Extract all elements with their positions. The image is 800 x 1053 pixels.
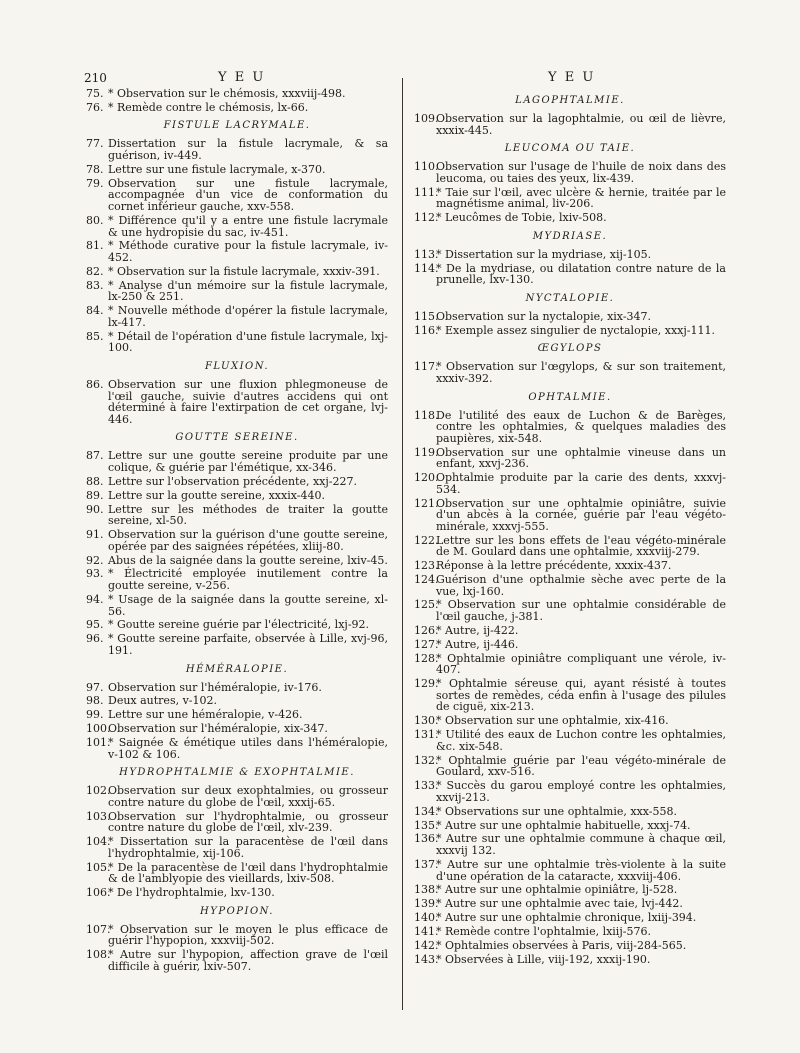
entry-text: Observation sur une ophtalmie opiniâtre, suivie d'un abcès à la cornée, guérie par l'eau végéto-minérale, xxxvj-555. — [436, 496, 726, 533]
entry-number: 137. — [414, 857, 439, 871]
index-entry — [414, 625, 726, 637]
entry-text: Observation sur l'héméralopie, iv-176. — [108, 680, 322, 694]
entry-number: 95. — [86, 618, 104, 632]
entry-text: * Observation sur une ophtalmie considérable de l'œil gauche, j-381. — [436, 598, 726, 624]
entry-number: 101. — [86, 736, 111, 750]
entry-text: Observation sur la nyctalopie, xix-347. — [436, 309, 652, 323]
index-entry — [86, 504, 388, 527]
entry-number: 129. — [414, 677, 439, 691]
index-entry — [414, 884, 726, 896]
index-entry — [86, 379, 388, 425]
entry-text: * Usage de la saignée dans la goutte sereine, xl-56. — [108, 592, 388, 618]
entry-number: 138. — [414, 883, 439, 897]
entry-number: 78. — [86, 162, 104, 176]
entry-text: Observation sur l'héméralopie, xix-347. — [108, 722, 328, 736]
index-entry — [86, 811, 388, 834]
index-entry — [86, 619, 388, 631]
entry-number: 131. — [414, 728, 439, 742]
entry-number: 100. — [86, 722, 111, 736]
index-entry — [414, 560, 726, 572]
index-entry — [414, 859, 726, 882]
entry-text: * Observation sur l'œgylops, & sur son traitement, xxxiv-392. — [436, 360, 726, 385]
entry-number: 132. — [414, 753, 439, 767]
entry-number: 113. — [414, 247, 439, 261]
entry-text: * Analyse d'un mémoire sur la fistule lacrymale, lx-250 & 251. — [108, 278, 388, 304]
entry-number: 96. — [86, 632, 104, 646]
entry-text: Observation sur une ophtalmie vineuse dans un enfant, xxvj-236. — [436, 445, 726, 471]
entry-text: * De la paracentèse de l'œil dans l'hydrophtalmie & de l'amblyopie des vieillards, lxiv-508. — [108, 860, 388, 886]
index-entry — [86, 924, 388, 947]
entry-text: * Remède contre le chémosis, lx-66. — [108, 100, 309, 114]
index-entry — [86, 862, 388, 885]
entry-text: * Goutte sereine guérie par l'électricité, lxj-92. — [108, 618, 370, 632]
index-entry — [414, 780, 726, 803]
index-entry — [86, 633, 388, 656]
entry-number: 89. — [86, 488, 104, 502]
entry-text: Ophtalmie produite par la carie des dents, xxxvj-534. — [436, 471, 726, 496]
entry-text: * Saignée & émétique utiles dans l'héméralopie, v-102 & 106. — [108, 736, 388, 761]
entry-number: 123. — [414, 559, 439, 573]
entry-number: 124. — [414, 573, 439, 586]
entry-text: * Autre, ij-422. — [436, 623, 519, 637]
entry-text: * Autre, ij-446. — [436, 637, 519, 651]
index-entry — [414, 249, 726, 261]
entry-text: * Électricité employée inutilement contre la goutte sereine, v-256. — [108, 567, 388, 593]
entry-number: 80. — [86, 213, 104, 227]
index-entry — [86, 305, 388, 328]
entry-number: 104. — [86, 835, 111, 849]
entry-number: 135. — [414, 818, 439, 832]
section-heading: LAGOPHTALMIE. — [515, 95, 625, 106]
index-entry — [86, 240, 388, 263]
entry-number: 134. — [414, 804, 439, 818]
entry-number: 119. — [414, 445, 439, 459]
entry-text: Observation sur l'usage de l'huile de noix dans des leucoma, ou taies des yeux, lix-439. — [436, 160, 726, 185]
entry-text: De l'utilité des eaux de Luchon & de Barèges, contre les ophtalmies, & quelques maladies des paupières, xix-548. — [436, 408, 726, 445]
entry-number: 81. — [86, 239, 104, 253]
entry-text: Lettre sur une héméralopie, v-426. — [108, 708, 303, 722]
section-heading: OPHTALMIE. — [528, 391, 612, 403]
index-entry — [86, 178, 388, 213]
entry-text: * Autre sur une ophtalmie chronique, lxiij-394. — [436, 911, 697, 925]
index-entry — [414, 498, 726, 533]
index-entry — [414, 755, 726, 778]
section-heading: FISTULE LACRYMALE. — [163, 120, 311, 132]
index-entry — [86, 682, 388, 694]
entry-text: * Observées à Lille, viij-192, xxxij-190. — [436, 952, 651, 966]
index-entry — [414, 263, 726, 286]
entry-text: Abus de la saignée dans la goutte sereine, lxiv-45. — [108, 553, 388, 567]
entry-number: 92. — [86, 553, 104, 567]
index-entry — [86, 490, 388, 502]
page-number: 210 — [84, 71, 107, 85]
index-entry — [86, 102, 388, 114]
index-entry — [414, 161, 726, 184]
index-entry — [414, 653, 726, 676]
running-header-right: Y E U — [548, 70, 596, 85]
index-entry — [414, 325, 726, 337]
entry-text: Observation sur la lagophtalmie, ou œil de lièvre, xxxix-445. — [436, 112, 726, 137]
section-heading: NYCTALOPIE. — [525, 292, 615, 304]
entry-number: 110. — [414, 160, 439, 174]
entry-number: 143. — [414, 952, 439, 966]
index-entry — [86, 476, 388, 488]
entry-text: Réponse à la lettre précédente, xxxix-437. — [436, 559, 672, 573]
index-entry — [86, 785, 388, 808]
entry-text: * Différence qu'il y a entre une fistule lacrymale & une hydropisie du sac, iv-451. — [108, 213, 388, 239]
index-entry — [414, 410, 726, 445]
entry-text: * De l'hydrophtalmie, lxv-130. — [108, 886, 275, 900]
entry-text: * Observation sur le chémosis, xxxviij-498. — [108, 87, 346, 100]
entry-number: 122. — [414, 533, 439, 547]
entry-text: Lettre sur les bons effets de l'eau végéto-minérale de M. Goulard dans une ophtalmie, xxxviij-279. — [436, 533, 726, 559]
entry-number: 97. — [86, 680, 104, 694]
entry-text: Lettre sur les méthodes de traiter la goutte sereine, xl-50. — [108, 502, 388, 528]
index-entry — [86, 594, 388, 617]
entry-number: 90. — [86, 502, 104, 516]
entry-text: * Autre sur une ophtalmie commune à chaque œil, xxxvij 132. — [436, 832, 726, 858]
entry-text: Lettre sur l'observation précédente, xxj-227. — [108, 474, 358, 488]
entry-text: * Ophtalmies observées à Paris, viij-284-565. — [436, 938, 687, 952]
index-entry — [86, 450, 388, 473]
entry-text: Observation sur une fluxion phlegmoneuse de l'œil gauche, suivie d'autres accidens qui ont déterminé à faire l'extirpation de cet organe, lvj-446. — [108, 377, 388, 426]
entry-text: * Succès du garou employé contre les ophtalmies, xxvij-213. — [436, 779, 726, 804]
index-entry — [414, 574, 726, 597]
entry-text: * Taie sur l'œil, avec ulcère & hernie, traitée par le magnétisme animal, liv-206. — [436, 185, 726, 211]
index-entry — [414, 212, 726, 224]
entry-number: 75. — [86, 87, 104, 100]
entry-number: 108. — [86, 948, 111, 962]
index-entry — [86, 215, 388, 238]
entry-number: 133. — [414, 779, 439, 793]
entry-text: Observation sur la guérison d'une goutte sereine, opérée par des saignées répétées, xliij-80. — [108, 528, 388, 553]
entry-number: 84. — [86, 304, 104, 318]
entry-number: 109. — [414, 112, 439, 125]
entry-text: * Leucômes de Tobie, lxiv-508. — [436, 211, 607, 225]
entry-text: * Goutte sereine parfaite, observée à Lille, xvj-96, 191. — [108, 632, 388, 657]
entry-number: 130. — [414, 714, 439, 728]
index-entry — [414, 926, 726, 938]
entry-number: 76. — [86, 100, 104, 114]
entry-text: * Autre sur une ophtalmie très-violente à la suite d'une opération de la cataracte, xxxviij-406. — [436, 857, 726, 883]
entry-number: 93. — [86, 567, 104, 581]
section-heading: FLUXION. — [204, 360, 270, 372]
index-entry — [414, 447, 726, 470]
entry-text: * Ophtalmie séreuse qui, ayant résisté à toutes sortes de remèdes, céda enfin à l'usage des pilules de ciguë, xix-213. — [436, 677, 726, 714]
entry-text: Deux autres, v-102. — [108, 694, 218, 708]
index-entry — [414, 361, 726, 384]
entry-number: 120. — [414, 471, 439, 485]
entry-text: * Détail de l'opération d'une fistule lacrymale, lxj-100. — [108, 329, 388, 355]
index-entry — [414, 729, 726, 752]
entry-number: 136. — [414, 832, 439, 846]
entry-number: 102. — [86, 784, 111, 798]
index-entry — [86, 555, 388, 567]
entry-number: 103. — [86, 809, 111, 823]
entry-text: * Observation sur le moyen le plus efficace de guérir l'hypopion, xxxviij-502. — [108, 922, 388, 948]
entry-number: 98. — [86, 694, 104, 708]
section-heading: ŒGYLOPS — [537, 343, 603, 355]
entry-text: Lettre sur une goutte sereine produite par une colique, & guérie par l'émétique, xx-346. — [108, 449, 388, 474]
entry-number: 118. — [414, 408, 439, 422]
entry-text: * Utilité des eaux de Luchon contre les ophtalmies, &c. xix-548. — [436, 728, 726, 753]
index-entry — [86, 836, 388, 859]
entry-text: Lettre sur une fistule lacrymale, x-370. — [108, 162, 326, 176]
entry-number: 91. — [86, 528, 104, 542]
index-entry — [414, 113, 726, 136]
entry-number: 141. — [414, 925, 439, 939]
index-entry — [414, 833, 726, 856]
index-entry — [414, 715, 726, 727]
entry-number: 106. — [86, 886, 111, 900]
index-entry — [414, 535, 726, 558]
index-entry — [86, 695, 388, 707]
entry-number: 88. — [86, 474, 104, 488]
entry-text: * Autre sur l'hypopion, affection grave de l'œil difficile à guérir, lxiv-507. — [108, 948, 388, 973]
index-entry — [414, 311, 726, 323]
entry-number: 83. — [86, 278, 104, 292]
index-entry — [86, 949, 388, 972]
entry-number: 82. — [86, 264, 104, 278]
entry-number: 79. — [86, 176, 104, 190]
entry-number: 116. — [414, 323, 439, 337]
index-entry — [86, 164, 388, 176]
entry-number: 139. — [414, 897, 439, 911]
index-entry — [414, 912, 726, 924]
entry-number: 86. — [86, 377, 104, 391]
entry-text: Dissertation sur la fistule lacrymale, & sa guérison, iv-449. — [108, 137, 388, 163]
entry-text: * Méthode curative pour la fistule lacrymale, iv-452. — [108, 239, 388, 265]
index-entry — [414, 639, 726, 651]
entry-number: 77. — [86, 137, 104, 151]
entry-text: * Ophtalmie opiniâtre compliquant une vérole, iv-407. — [436, 651, 726, 677]
entry-text: Lettre sur la goutte sereine, xxxix-440. — [108, 488, 325, 502]
entry-text: * Dissertation sur la mydriase, xij-105. — [436, 247, 652, 261]
entry-number: 142. — [414, 938, 439, 952]
entry-text: Observation sur l'hydrophtalmie, ou grosseur contre nature du globe de l'œil, xlv-239. — [108, 809, 388, 835]
entry-text: * De la mydriase, ou dilatation contre nature de la prunelle, lxv-130. — [436, 261, 726, 287]
running-header-left: Y E U — [218, 70, 266, 85]
index-entry — [86, 737, 388, 760]
index-entry — [86, 568, 388, 591]
entry-number: 125. — [414, 598, 439, 612]
entry-number: 128. — [414, 651, 439, 665]
entry-text: * Remède contre l'ophtalmie, lxiij-576. — [436, 925, 651, 939]
index-entry — [414, 898, 726, 910]
entry-text: Observation sur deux exophtalmies, ou grosseur contre nature du globe de l'œil, xxxij-65. — [108, 784, 388, 809]
index-entry — [86, 331, 388, 354]
entry-text: * Nouvelle méthode d'opérer la fistule lacrymale, lx-417. — [108, 304, 388, 329]
entry-text: * Ophtalmie guérie par l'eau végéto-minérale de Goulard, xxv-516. — [436, 753, 726, 779]
section-heading: LEUCOMA OU TAIE. — [504, 143, 636, 155]
index-entry — [86, 138, 388, 161]
index-entry — [86, 266, 388, 278]
entry-number: 112. — [414, 211, 439, 225]
entry-text: Guérison d'une opthalmie sèche avec perte de la vue, lxj-160. — [436, 573, 726, 598]
entry-text: Observation sur une fistule lacrymale, accompagnée d'un vice de conformation du cornet inférieur gauche, xxv-558. — [108, 176, 388, 214]
entry-text: * Dissertation sur la paracentèse de l'œil dans l'hydrophtalmie, xij-106. — [108, 835, 388, 860]
entry-number: 117. — [414, 360, 439, 374]
entry-text: * Observations sur une ophtalmie, xxx-558. — [436, 804, 678, 818]
index-entry — [414, 820, 726, 832]
entry-number: 126. — [414, 623, 439, 637]
section-heading: HYDROPHTALMIE & EXOPHTALMIE. — [119, 767, 355, 779]
index-entry — [86, 280, 388, 303]
entry-text: * Autre sur une ophtalmie avec taie, lvj-442. — [436, 897, 683, 911]
right-column — [414, 88, 726, 968]
left-column — [86, 88, 388, 975]
entry-number: 140. — [414, 911, 439, 925]
entry-number: 121. — [414, 496, 439, 510]
section-heading: MYDRIASE. — [532, 230, 608, 242]
index-entry — [86, 88, 388, 100]
entry-number: 99. — [86, 708, 104, 722]
index-entry — [414, 940, 726, 952]
entry-number: 127. — [414, 637, 439, 651]
entry-number: 105. — [86, 860, 111, 874]
entry-number: 107. — [86, 922, 111, 936]
entry-text: * Autre sur une ophtalmie habituelle, xxxj-74. — [436, 818, 691, 832]
entry-text: * Observation sur la fistule lacrymale, xxxiv-391. — [108, 264, 380, 278]
index-entry — [414, 954, 726, 966]
section-heading: HYPOPION. — [200, 905, 274, 917]
section-heading: GOUTTE SEREINE. — [175, 432, 299, 444]
entry-text: * Observation sur une ophtalmie, xix-416. — [436, 714, 669, 728]
index-entry — [86, 709, 388, 721]
entry-number: 111. — [414, 185, 439, 199]
entry-number: 114. — [414, 261, 439, 275]
entry-text: * Autre sur une ophtalmie opiniâtre, lj-528. — [436, 883, 678, 897]
index-entry — [86, 887, 388, 899]
entry-number: 94. — [86, 592, 104, 606]
index-entry — [414, 472, 726, 495]
entry-text: * Exemple assez singulier de nyctalopie, xxxj-111. — [436, 323, 715, 337]
entry-number: 115. — [414, 309, 439, 323]
index-entry — [414, 187, 726, 210]
index-entry — [414, 806, 726, 818]
column-divider — [402, 78, 403, 1010]
entry-number: 87. — [86, 449, 104, 463]
index-entry — [414, 678, 726, 713]
index-entry — [86, 723, 388, 735]
entry-number: 85. — [86, 329, 104, 343]
index-entry — [86, 529, 388, 552]
section-heading: HÉMÉRALOPIE. — [185, 663, 289, 675]
index-entry — [414, 599, 726, 622]
